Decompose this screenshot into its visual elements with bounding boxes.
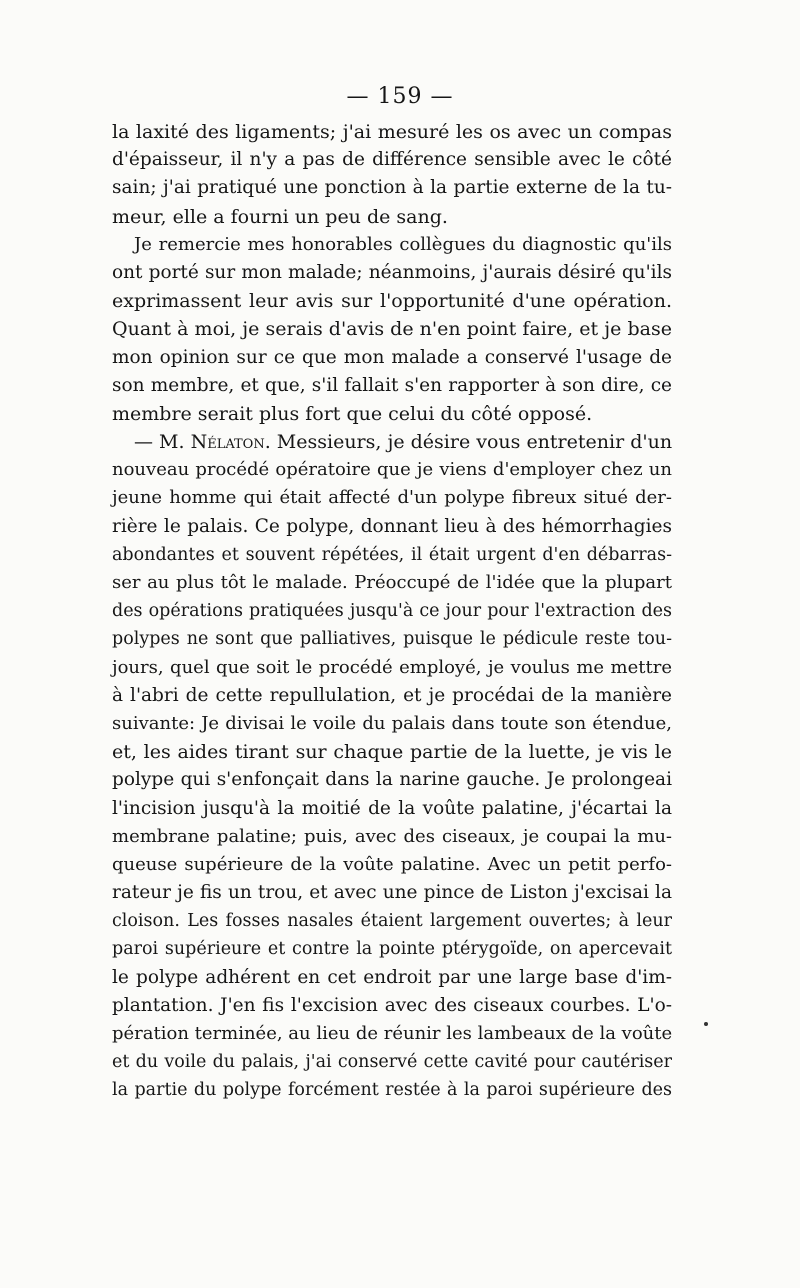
text-line: pération terminée, au lieu de réunir les lambeaux de la voûte bbox=[112, 1023, 673, 1044]
text-line: membrane palatine; puis, avec des ciseaux, je coupai la mu- bbox=[112, 825, 672, 847]
text-line: nouveau procédé opératoire que je viens d'employer chez un bbox=[112, 459, 672, 481]
text-line: Quant à moi, je serais d'avis de n'en point faire, et je base bbox=[112, 318, 672, 341]
text-line: paroi supérieure et contre la pointe ptérygoïde, on apercevait bbox=[112, 939, 672, 960]
text-line: jeune homme qui était affecté d'un polype fibreux situé der- bbox=[112, 487, 672, 509]
text-line: son membre, et que, s'il fallait s'en rapporter à son dire, ce bbox=[112, 374, 672, 396]
text-line: le polype adhérent en cet endroit par une large base d'im- bbox=[112, 966, 672, 988]
text-line: meur, elle a fourni un peu de sang. bbox=[112, 205, 448, 228]
text-line: à l'abri de cette repullulation, et je procédai de la manière bbox=[112, 684, 672, 706]
text-line: l'incision jusqu'à la moitié de la voûte palatine, j'écartai la bbox=[112, 797, 672, 819]
text-line: abondantes et souvent répétées, il était urgent d'en débarras- bbox=[112, 544, 672, 565]
text-line: queuse supérieure de la voûte palatine. Avec un petit perfo- bbox=[112, 853, 672, 875]
text-line: jours, quel que soit le procédé employé, je voulus me mettre bbox=[112, 656, 672, 678]
text-line: sain; j'ai pratiqué une ponction à la partie externe de la tu- bbox=[112, 177, 672, 199]
text-line: rateur je fis un trou, et avec une pince de Liston j'excisai la bbox=[112, 882, 672, 904]
text-line: ont porté sur mon malade; néanmoins, j'aurais désiré qu'ils bbox=[112, 261, 672, 283]
speaker-name: Nélaton bbox=[190, 431, 265, 454]
body-text bbox=[112, 118, 672, 1105]
text-line: d'épaisseur, il n'y a pas de différence sensible avec le côté bbox=[112, 149, 672, 171]
speaker-line bbox=[112, 428, 672, 456]
text-line: et du voile du palais, j'ai conservé cette cavité pour cautériser bbox=[112, 1052, 672, 1073]
text-line: cloison. Les fosses nasales étaient largement ouvertes; à leur bbox=[112, 911, 672, 932]
speaker-text: . Messieurs, je désire vous entretenir d'un bbox=[264, 431, 673, 454]
text-line: membre serait plus fort que celui du côté opposé. bbox=[112, 402, 593, 425]
text-line: suivante: Je divisai le voile du palais dans toute son étendue, bbox=[112, 712, 672, 734]
text-line: exprimassent leur avis sur l'opportunité d'une opération. bbox=[112, 290, 672, 313]
print-speck bbox=[704, 1022, 708, 1026]
text-line: des opérations pratiquées jusqu'à ce jour pour l'extraction des bbox=[112, 601, 672, 622]
text-line: ser au plus tôt le malade. Préoccupé de l'idée que la plupart bbox=[112, 572, 672, 593]
speaker-prefix: — M. bbox=[134, 431, 191, 454]
page-number: — 159 — bbox=[346, 84, 454, 109]
text-line: et, les aides tirant sur chaque partie de la luette, je vis le bbox=[112, 741, 672, 764]
text-line: rière le palais. Ce polype, donnant lieu à des hémorrhagies bbox=[112, 515, 672, 537]
text-line: polypes ne sont que palliatives, puisque le pédicule reste tou- bbox=[112, 629, 672, 650]
text-line: la laxité des ligaments; j'ai mesuré les os avec un compas bbox=[112, 121, 672, 143]
paragraph-start-line: Je remercie mes honorables collègues du diagnostic qu'ils bbox=[134, 233, 672, 255]
text-line: la partie du polype forcément restée à la paroi supérieure des bbox=[112, 1080, 672, 1101]
text-line: plantation. J'en fis l'excision avec des ciseaux courbes. L'o- bbox=[112, 994, 672, 1016]
text-line: polype qui s'enfonçait dans la narine gauche. Je prolongeai bbox=[112, 769, 672, 791]
text-line: mon opinion sur ce que mon malade a conservé l'usage de bbox=[112, 346, 672, 368]
